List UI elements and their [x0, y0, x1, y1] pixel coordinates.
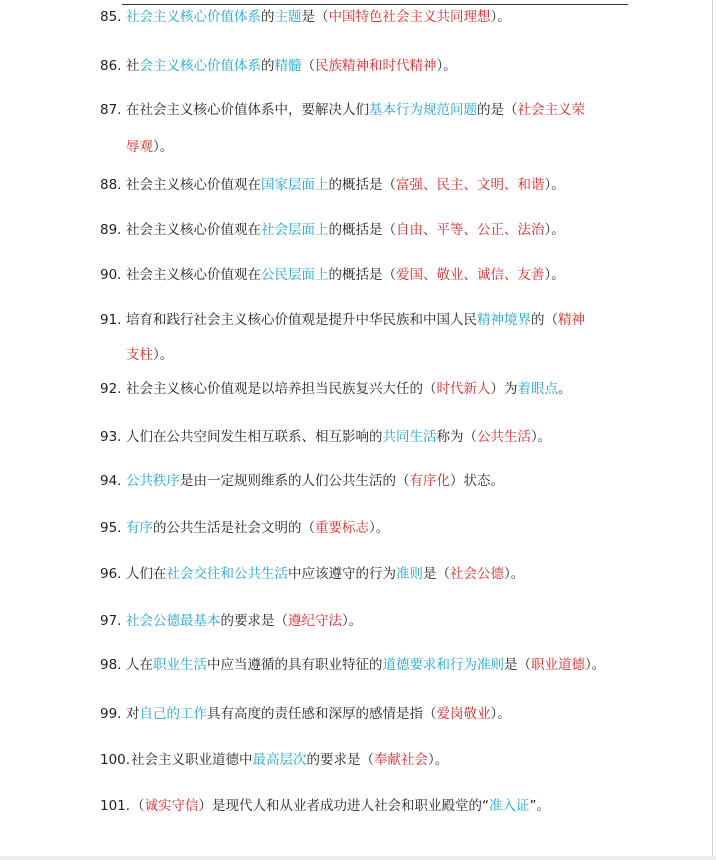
keyword-text: 精髓	[274, 58, 302, 74]
answer-text: 遵纪守法	[288, 613, 342, 629]
item-text: 。	[558, 381, 572, 397]
question-item	[100, 565, 700, 583]
item-text: ）状态。	[450, 473, 504, 489]
item-text: ）。	[490, 706, 511, 722]
item-text: 对	[126, 706, 140, 722]
keyword-text: 精神境界	[477, 312, 531, 328]
keyword-text: 职业生活	[153, 657, 207, 673]
question-item	[100, 797, 700, 815]
item-number: 92.	[100, 381, 122, 397]
item-number: 101.	[100, 798, 131, 814]
item-text: ）。	[428, 752, 449, 768]
answer-text: 精神	[558, 312, 585, 328]
item-number: 85.	[100, 9, 122, 25]
answer-text: 公共生活	[477, 429, 531, 445]
item-text: 的是（	[477, 102, 518, 118]
keyword-text: 道德要求和行为准则	[382, 657, 504, 673]
item-number: 88.	[100, 177, 122, 193]
item-text: 社会主义职业道德中	[131, 752, 253, 768]
question-item	[100, 57, 700, 75]
item-text: ）。	[369, 520, 390, 536]
question-item	[100, 656, 700, 674]
page-edge	[712, 0, 713, 860]
question-item	[100, 101, 700, 119]
answer-text: 时代新人	[436, 381, 491, 397]
answer-text: 支柱	[126, 347, 153, 363]
item-text: 人们在	[126, 566, 167, 582]
item-number: 99.	[100, 706, 122, 722]
item-text: 中应该遵守的行为	[288, 566, 396, 582]
answer-text: 职业道德	[531, 657, 585, 673]
item-text: ）。	[436, 58, 457, 74]
keyword-text: 公共秩序	[126, 473, 180, 489]
item-text: ）。	[342, 613, 363, 629]
item-number: 100.	[100, 752, 131, 768]
answer-text: 爱岗敬业	[436, 706, 491, 722]
item-text: 在社会主义核心价值体系中，要解决人们	[126, 102, 369, 118]
item-text: 社会主义核心价值观在	[126, 222, 261, 238]
item-text: 称为（	[436, 429, 477, 445]
keyword-text: 社会交往和公共生活	[166, 566, 288, 582]
question-item	[100, 221, 700, 239]
question-item	[100, 751, 700, 769]
keyword-text: 有序	[126, 520, 153, 536]
item-text: ）。	[544, 177, 565, 193]
question-item	[100, 519, 700, 537]
answer-text: 诚实守信	[144, 798, 199, 814]
question-item	[100, 428, 700, 446]
keyword-text: 公民层面上	[261, 267, 329, 283]
item-text: （	[301, 58, 315, 74]
item-text: 的概括是（	[328, 267, 396, 283]
item-text: 的（	[531, 312, 558, 328]
keyword-text: 准则	[396, 566, 423, 582]
item-text: 人们在公共空间发生相互联系、相互影响的	[126, 429, 383, 445]
item-text: 的概括是（	[328, 177, 396, 193]
item-text: ）。	[153, 139, 174, 155]
answer-text: 辱观	[126, 139, 153, 155]
question-item	[100, 8, 700, 26]
item-text: ）是现代人和从业者成功进人社会和职业殿堂的“	[198, 798, 489, 814]
item-number: 98.	[100, 657, 122, 673]
item-continuation	[126, 346, 173, 364]
answer-text: 中国特色社会主义共同理想	[328, 9, 491, 25]
answer-text: 社会主义荣	[517, 102, 585, 118]
keyword-text: 自己的工作	[139, 706, 207, 722]
question-item	[100, 612, 700, 630]
answer-text: 社会公德	[450, 566, 504, 582]
keyword-text: 会主义核心价值体系	[139, 58, 261, 74]
keyword-text: 着眼点	[517, 381, 558, 397]
answer-text: 奉献社会	[374, 752, 428, 768]
item-text: ）。	[490, 9, 511, 25]
item-number: 97.	[100, 613, 122, 629]
item-text: 是由一定规则维系的人们公共生活的（	[180, 473, 410, 489]
item-text: ”。	[529, 798, 550, 814]
item-text: 的公共生活是社会文明的（	[153, 520, 315, 536]
item-text: ）为	[490, 381, 518, 397]
item-text: 人在	[126, 657, 153, 673]
answer-text: 富强、民主、文明、和谐	[396, 177, 545, 193]
item-text: 社会主义核心价值观在	[126, 177, 261, 193]
item-number: 91.	[100, 312, 122, 328]
keyword-text: 社会主义核心价值体系	[126, 9, 261, 25]
question-item	[100, 705, 700, 723]
item-text: 社	[126, 58, 140, 74]
keyword-text: 准入证	[489, 798, 530, 814]
item-text: 培育和践行社会主义核心价值观是提升中华民族和中国人民	[126, 312, 477, 328]
keyword-text: 社会公德最基本	[126, 613, 221, 629]
page-bottom-edge	[0, 856, 716, 860]
item-text: 的要求是（	[306, 752, 374, 768]
keyword-text: 共同生活	[382, 429, 437, 445]
answer-text: 重要标志	[315, 520, 369, 536]
item-number: 86.	[100, 58, 122, 74]
keyword-text: 社会层面上	[261, 222, 329, 238]
item-text: 是（	[423, 566, 450, 582]
question-item	[100, 311, 700, 329]
item-text: 是（	[504, 657, 531, 673]
item-text: ）。	[544, 222, 565, 238]
item-continuation	[126, 138, 173, 156]
item-text: 具有高度的责任感和深厚的感情是指（	[207, 706, 437, 722]
item-number: 90.	[100, 267, 122, 283]
keyword-text: 基本行为规范问题	[369, 102, 477, 118]
question-item	[100, 176, 700, 194]
keyword-text: 国家层面上	[261, 177, 329, 193]
item-number: 93.	[100, 429, 122, 445]
item-text: 中应当遵循的具有职业特征的	[207, 657, 383, 673]
item-number: 89.	[100, 222, 122, 238]
item-text: 是（	[301, 9, 329, 25]
item-text: ）。	[153, 347, 174, 363]
item-text: 的概括是（	[328, 222, 396, 238]
answer-text: 自由、平等、公正、法治	[396, 222, 545, 238]
keyword-text: 最高层次	[252, 752, 307, 768]
item-text: ）。	[544, 267, 565, 283]
item-text: ）。	[585, 657, 606, 673]
item-text: （	[131, 798, 145, 814]
item-text: 社会主义核心价值观是以培养担当民族复兴大任的（	[126, 381, 437, 397]
answer-text: 爱国、敬业、诚信、友善	[396, 267, 545, 283]
keyword-text: 主题	[274, 9, 302, 25]
item-number: 94.	[100, 473, 122, 489]
answer-text: 民族精神和时代精神	[315, 58, 437, 74]
item-text: 社会主义核心价值观在	[126, 267, 261, 283]
item-number: 95.	[100, 520, 122, 536]
question-item	[100, 472, 700, 490]
item-text: ）。	[531, 429, 552, 445]
item-text: 的	[261, 9, 275, 25]
top-rule	[122, 4, 628, 5]
question-item	[100, 266, 700, 284]
item-number: 96.	[100, 566, 122, 582]
question-item	[100, 380, 700, 398]
item-text: 的	[261, 58, 275, 74]
item-number: 87.	[100, 102, 122, 118]
item-text: ）。	[504, 566, 525, 582]
answer-text: 有序化	[409, 473, 450, 489]
item-text: 的要求是（	[220, 613, 288, 629]
